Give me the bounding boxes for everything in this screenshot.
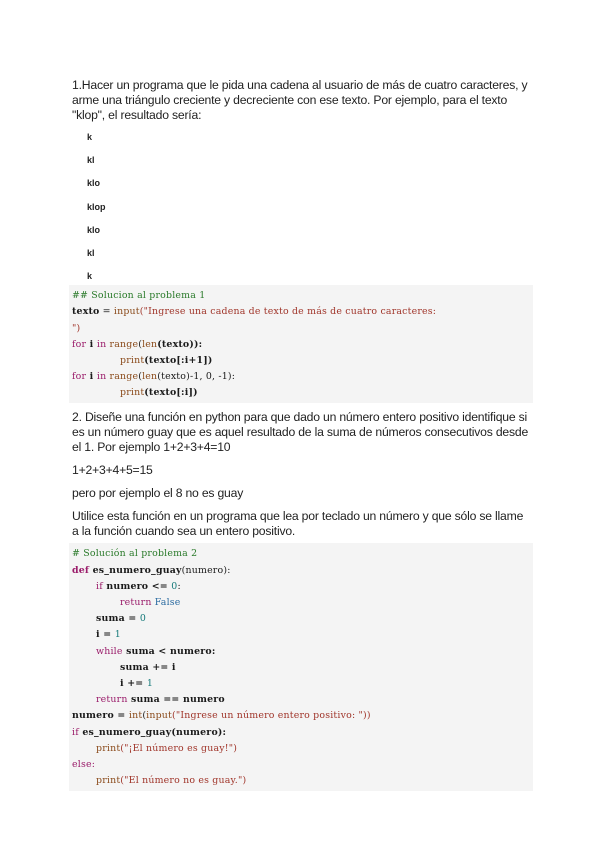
code-line: [72, 304, 530, 320]
code-text: (texto)):: [157, 338, 203, 350]
code-fn: input: [113, 306, 140, 318]
problem2-counterexample: pero por ejemplo el 8 no es guay: [72, 486, 244, 501]
code-line: [72, 611, 530, 627]
code-line: [72, 563, 530, 579]
code-keyword: if: [96, 580, 103, 592]
code-builtin: False: [151, 597, 181, 608]
code-text: i +=: [120, 677, 147, 689]
code-fn: range: [109, 371, 139, 383]
code-number: 1: [146, 677, 153, 689]
triangle-line: kl: [87, 155, 95, 166]
code-number: 0: [171, 580, 178, 592]
code-block-problem2: [69, 543, 533, 791]
code-line: [72, 741, 530, 757]
code-op: =: [99, 306, 114, 318]
problem2-statement: 2. Diseñe una función en python para que dado un número entero positivo identifique si es un número guay que es aquel resultado de la suma de números consecutivos desde el 1. Por ejemplo 1+2+3+4=10: [72, 410, 529, 455]
triangle-line: k: [87, 132, 93, 142]
code-line: [72, 708, 530, 724]
problem1-statement: 1.Hacer un programa que le pida una cadena al usuario de más de cuatro caracteres, y arme una triángulo creciente y decreciente con ese texto. Por ejemplo, para el texto "klop", el resultado sería:: [72, 78, 528, 122]
code-string: ("Ingrese un número entero positivo: ")): [172, 710, 371, 722]
code-string: "): [72, 322, 81, 334]
problem2-instruction: Utilice esta función en un programa que lea por teclado un número y que sólo se llame a la función cuando sea un entero positivo.: [72, 509, 524, 539]
code-fn: range: [109, 338, 139, 350]
code-keyword: return: [120, 597, 152, 608]
code-line: [72, 337, 530, 353]
code-line: [72, 595, 530, 611]
code-text: (: [138, 338, 143, 350]
code-fn: print: [96, 775, 121, 787]
code-line: [72, 579, 530, 595]
code-line: [72, 644, 530, 660]
code-line: [72, 627, 530, 643]
code-text: (texto[:i+1]): [144, 354, 213, 366]
code-keyword: return: [96, 694, 128, 706]
code-var: i: [86, 371, 97, 383]
code-line: [72, 353, 530, 369]
code-fn: len: [142, 371, 158, 383]
code-text: (: [142, 710, 147, 722]
code-var: i: [86, 338, 97, 350]
code-fn: len: [142, 338, 158, 350]
problem2-example: 1+2+3+4+5=15: [72, 463, 153, 478]
code-text: :: [177, 580, 181, 592]
code-fn: print: [120, 354, 145, 366]
code-line: [72, 546, 530, 562]
code-text: (texto[:i]): [144, 387, 198, 399]
code-line: for i in range(len(texto)-1, 0, -1):: [72, 371, 236, 383]
code-line: [72, 385, 530, 401]
triangle-example: [72, 132, 530, 285]
code-keyword: if: [72, 726, 79, 738]
code-fn: print: [96, 742, 121, 754]
code-text: suma < numero:: [122, 645, 216, 657]
code-keyword: def: [72, 564, 90, 576]
triangle-line: kl: [87, 247, 95, 258]
code-keyword: in: [96, 338, 107, 350]
code-fn-name: es_numero_guay: [89, 564, 182, 576]
code-fn: int: [128, 710, 143, 722]
code-var: texto: [72, 306, 100, 318]
code-text: numero <=: [102, 580, 172, 592]
code-comment: # Solución al problema 2: [72, 548, 198, 560]
code-text: i =: [96, 629, 115, 641]
code-line: [72, 321, 530, 337]
code-line: [72, 773, 530, 789]
triangle-line: klo: [87, 224, 101, 235]
code-line: [72, 725, 530, 741]
code-keyword: in: [96, 371, 107, 383]
code-string: ("¡El número es guay!"): [120, 742, 238, 754]
triangle-line: klop: [87, 201, 106, 212]
code-keyword: for: [72, 371, 87, 383]
code-line: [72, 660, 530, 676]
code-string: ("El número no es guay."): [120, 775, 247, 787]
code-text: numero =: [72, 710, 129, 722]
triangle-line: klo: [87, 178, 101, 189]
code-text: suma == numero: [127, 694, 225, 706]
code-number: 1: [114, 629, 121, 641]
code-text: (numero):: [181, 564, 231, 576]
code-line: [72, 692, 530, 708]
code-line: [72, 757, 530, 773]
code-text: (texto)-1, 0, -1):: [157, 371, 236, 383]
code-text: es_numero_guay(numero):: [78, 726, 227, 738]
code-line: [72, 676, 530, 692]
code-keyword: for: [72, 338, 87, 350]
document-page: [72, 78, 530, 791]
code-fn: print: [120, 387, 145, 399]
code-keyword: else:: [72, 758, 96, 770]
code-fn: input: [146, 710, 173, 722]
code-line: [72, 288, 530, 304]
code-block-problem1: [69, 285, 533, 403]
triangle-line: k: [87, 271, 93, 282]
code-string: ("Ingrese una cadena de texto de más de cuatro caracteres:: [139, 306, 437, 318]
code-number: 0: [139, 613, 147, 625]
code-text: suma += i: [120, 661, 176, 673]
code-text: suma =: [96, 613, 140, 625]
code-keyword: while: [96, 645, 123, 657]
code-comment: ## Solucion al problema 1: [72, 290, 206, 302]
